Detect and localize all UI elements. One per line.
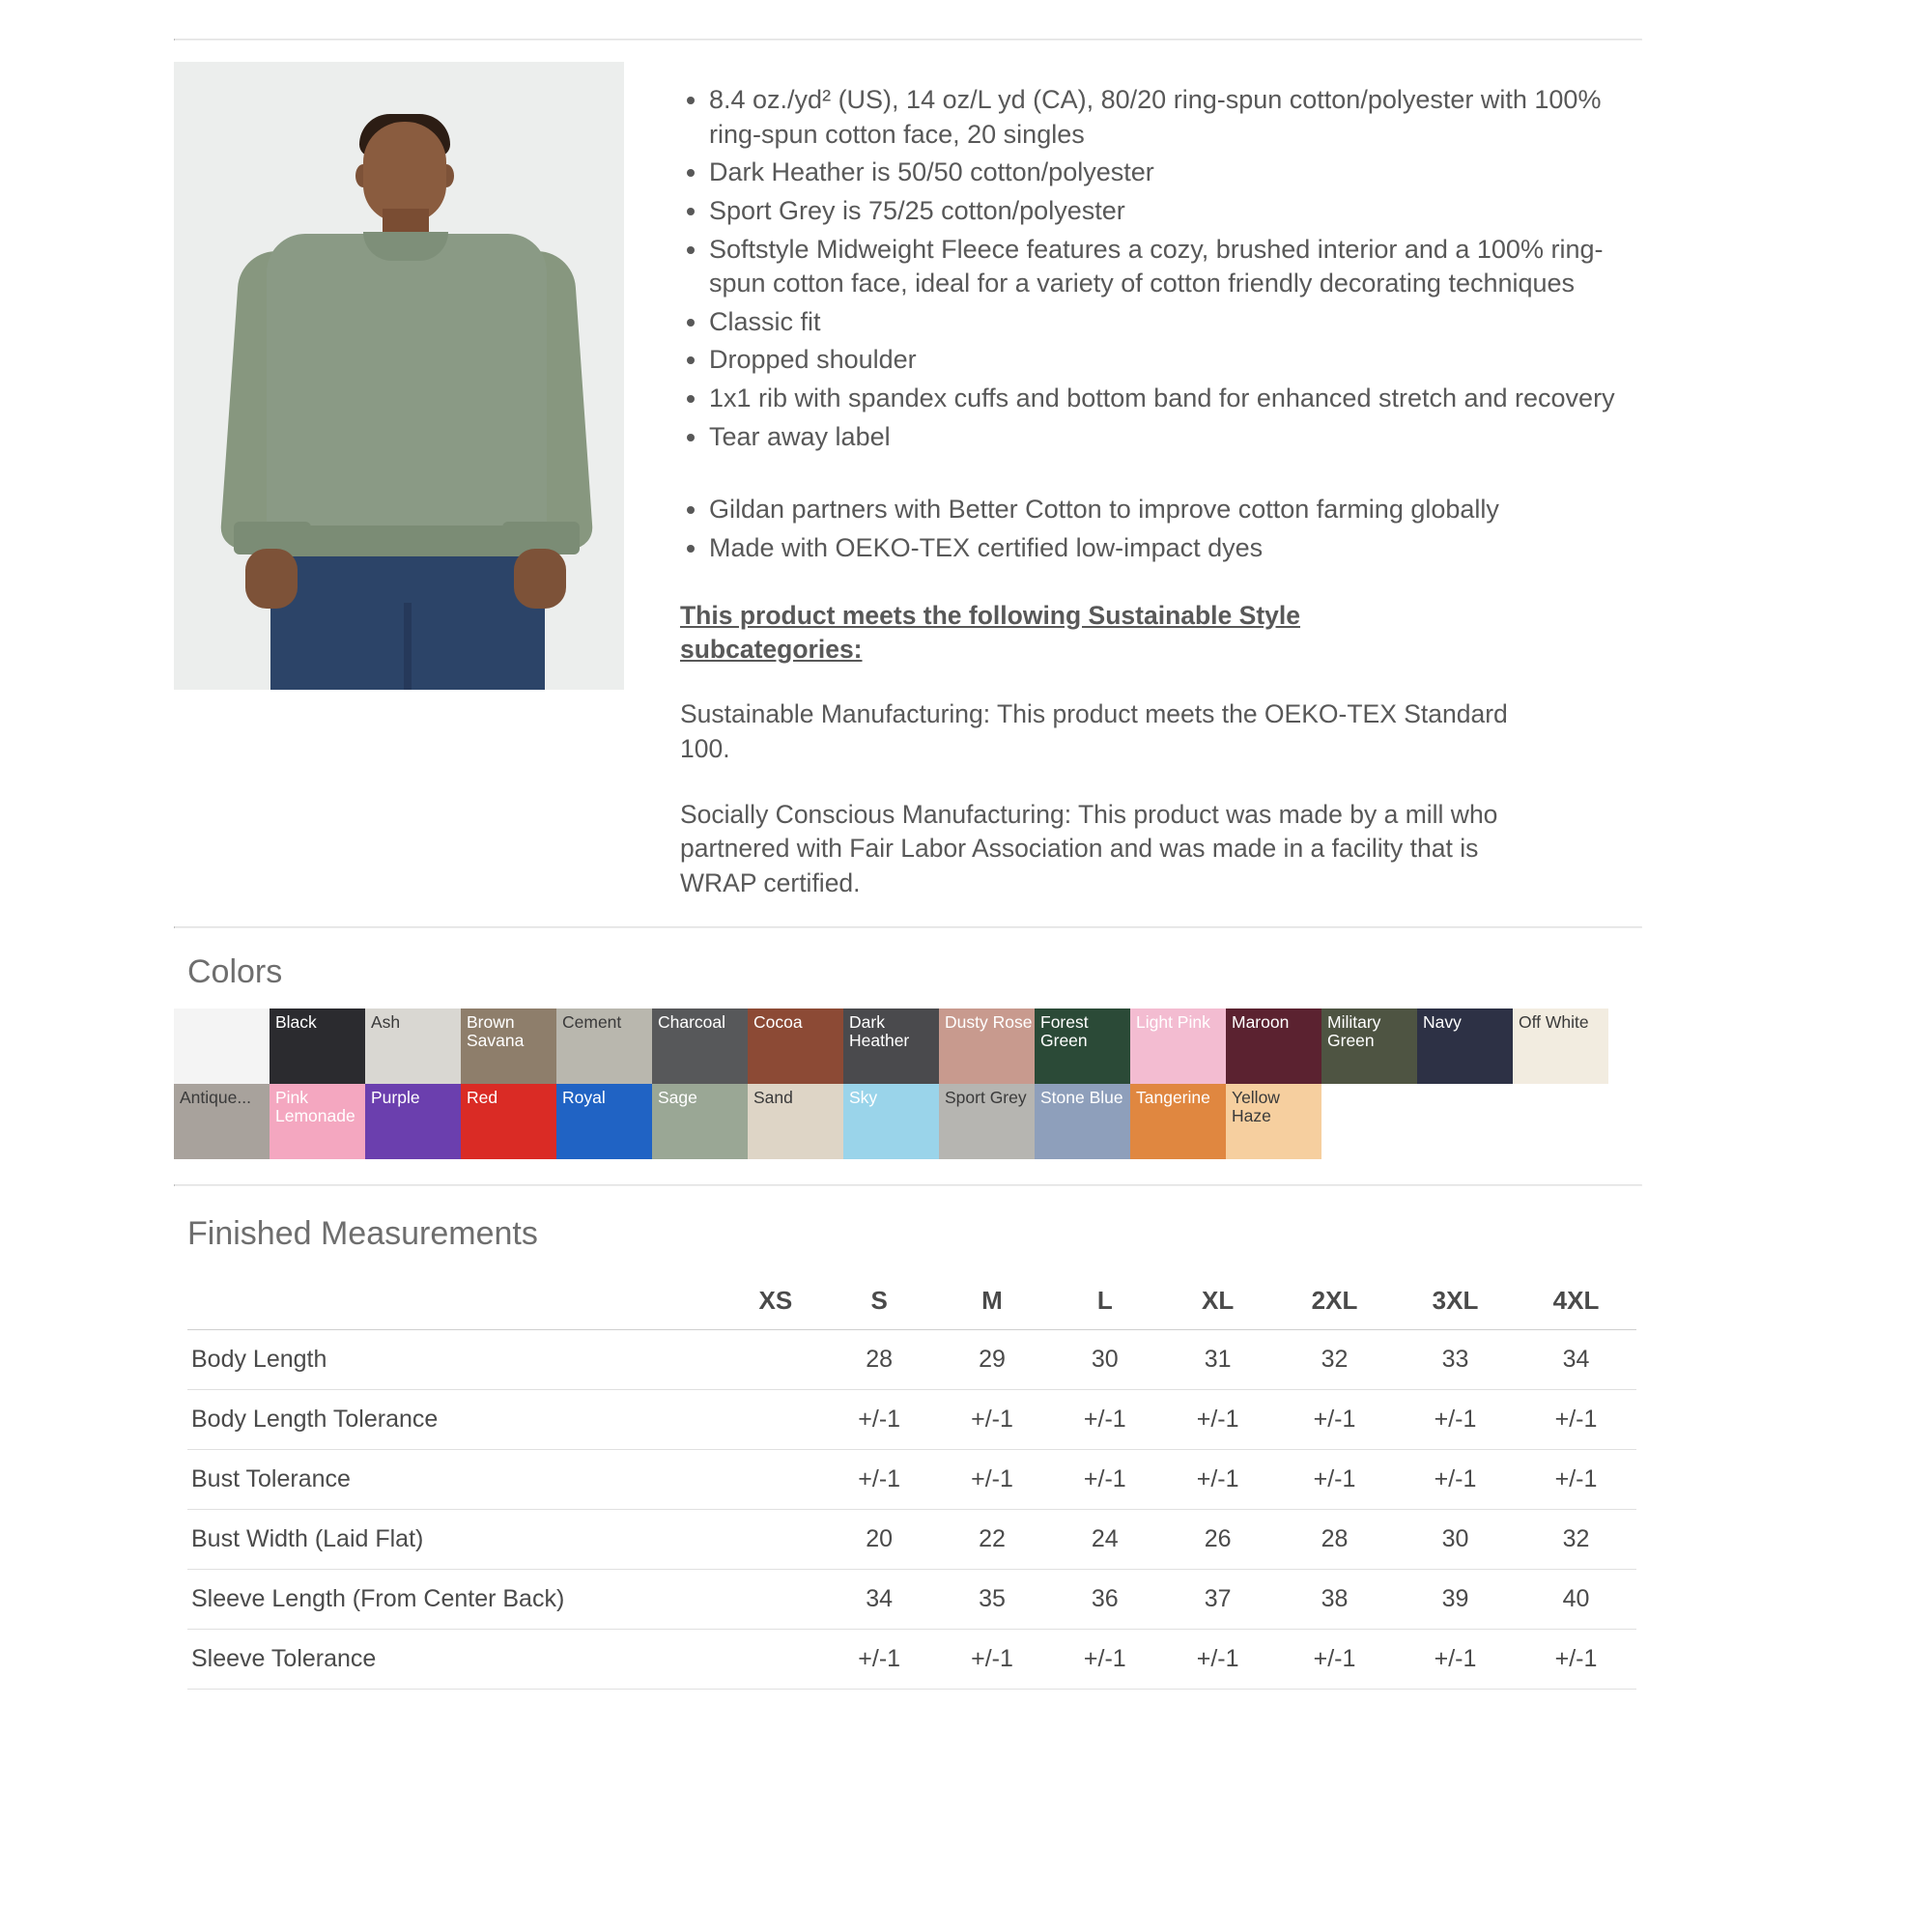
color-swatch-row: [174, 1084, 1642, 1159]
table-cell: +/-1: [1395, 1389, 1516, 1449]
color-swatch[interactable]: [843, 1084, 939, 1159]
table-cell: [728, 1449, 823, 1509]
table-cell: 33: [1395, 1329, 1516, 1389]
color-swatch-label: Cement: [562, 1011, 622, 1032]
row-label: Sleeve Tolerance: [187, 1629, 728, 1689]
row-label: Bust Width (Laid Flat): [187, 1509, 728, 1569]
color-swatch[interactable]: [1226, 1009, 1321, 1084]
table-cell: +/-1: [1274, 1629, 1395, 1689]
table-cell: +/-1: [1395, 1629, 1516, 1689]
color-swatch-label: Sport Grey: [945, 1087, 1027, 1107]
column-header: S: [823, 1270, 936, 1330]
row-label: Bust Tolerance: [187, 1449, 728, 1509]
table-cell: [728, 1329, 823, 1389]
color-swatch-label: Ash: [371, 1011, 401, 1032]
color-swatch[interactable]: [748, 1084, 843, 1159]
table-cell: +/-1: [1048, 1449, 1161, 1509]
color-swatch[interactable]: [1130, 1084, 1226, 1159]
color-swatch-row: [174, 1009, 1642, 1084]
color-swatch-label: Sand: [753, 1087, 793, 1107]
color-swatch-label: Purple: [371, 1087, 420, 1107]
product-image-column: [174, 62, 624, 901]
colors-divider: [174, 926, 1642, 928]
list-item: • Gildan partners with Better Cotton to improve cotton farming globally: [709, 493, 1642, 527]
product-section: [174, 41, 1642, 901]
table-cell: +/-1: [1161, 1389, 1274, 1449]
table-cell: 32: [1516, 1509, 1636, 1569]
table-cell: [728, 1389, 823, 1449]
list-item: • Softstyle Midweight Fleece features a cozy, brushed interior and a 100% ring-spun cotton face, ideal for a variety of cotton friendly decorating techniques: [709, 233, 1642, 301]
table-cell: +/-1: [936, 1449, 1049, 1509]
sustainable-manufacturing-text: Sustainable Manufacturing: This product meets the OEKO-TEX Standard 100.: [680, 698, 1508, 763]
color-swatch[interactable]: [365, 1084, 461, 1159]
list-item: • Classic fit: [709, 305, 1642, 340]
table-row: [187, 1389, 1636, 1449]
row-label: Body Length Tolerance: [187, 1389, 728, 1449]
color-swatch-label: Navy: [1423, 1011, 1462, 1032]
table-head: [187, 1270, 1636, 1330]
table-cell: +/-1: [823, 1629, 936, 1689]
color-swatch[interactable]: [652, 1084, 748, 1159]
table-cell: +/-1: [936, 1389, 1049, 1449]
color-swatch[interactable]: [1513, 1009, 1608, 1084]
color-swatch[interactable]: [939, 1009, 1035, 1084]
table-cell: 30: [1048, 1329, 1161, 1389]
table-cell: 28: [823, 1329, 936, 1389]
table-cell: 34: [1516, 1329, 1636, 1389]
color-swatch[interactable]: [652, 1009, 748, 1084]
color-swatch[interactable]: [174, 1009, 270, 1084]
color-swatch-label: Sky: [849, 1087, 878, 1107]
table-body: [187, 1329, 1636, 1689]
row-label: Body Length: [187, 1329, 728, 1389]
table-cell: 28: [1274, 1509, 1395, 1569]
column-header: XS: [728, 1270, 823, 1330]
color-swatch[interactable]: [174, 1084, 270, 1159]
table-row: [187, 1329, 1636, 1389]
table-cell: 35: [936, 1569, 1049, 1629]
color-swatch-label: Charcoal: [658, 1011, 726, 1032]
feature-list: [680, 83, 1642, 454]
color-swatch[interactable]: [461, 1009, 556, 1084]
color-swatch[interactable]: [556, 1084, 652, 1159]
table-cell: [728, 1509, 823, 1569]
table-cell: +/-1: [1395, 1449, 1516, 1509]
table-cell: +/-1: [1516, 1389, 1636, 1449]
color-swatch-label: Sage: [658, 1087, 697, 1107]
list-item: • Sport Grey is 75/25 cotton/polyester: [709, 194, 1642, 229]
color-swatch[interactable]: [461, 1084, 556, 1159]
color-swatch-label: Cocoa: [753, 1011, 803, 1032]
document-sheet: [174, 39, 1642, 1690]
color-swatch-label: Antique...: [180, 1087, 251, 1107]
table-cell: +/-1: [1161, 1629, 1274, 1689]
column-header: 3XL: [1395, 1270, 1516, 1330]
table-cell: 32: [1274, 1329, 1395, 1389]
table-cell: 40: [1516, 1569, 1636, 1629]
color-swatch-label: Brown Savana: [467, 1011, 525, 1051]
table-cell: 37: [1161, 1569, 1274, 1629]
column-header: M: [936, 1270, 1049, 1330]
color-swatch[interactable]: [843, 1009, 939, 1084]
colors-title: Colors: [187, 952, 283, 990]
table-row: [187, 1449, 1636, 1509]
list-item: • 1x1 rib with spandex cuffs and bottom band for enhanced stretch and recovery: [709, 382, 1642, 416]
table-cell: 39: [1395, 1569, 1516, 1629]
table-cell: 20: [823, 1509, 936, 1569]
column-header: [187, 1270, 728, 1330]
table-cell: +/-1: [1161, 1449, 1274, 1509]
measurements-title: Finished Measurements: [187, 1214, 538, 1252]
table-cell: 31: [1161, 1329, 1274, 1389]
color-swatch-label: Dark Heather: [849, 1011, 910, 1051]
color-swatch[interactable]: [939, 1084, 1035, 1159]
table-cell: [728, 1629, 823, 1689]
color-swatch-label: Stone Blue: [1040, 1087, 1123, 1107]
table-cell: 29: [936, 1329, 1049, 1389]
table-header-row: [187, 1270, 1636, 1330]
table-cell: +/-1: [1274, 1389, 1395, 1449]
color-swatch[interactable]: [1321, 1009, 1417, 1084]
column-header: 4XL: [1516, 1270, 1636, 1330]
table-cell: 24: [1048, 1509, 1161, 1569]
color-swatch-label: Military Green: [1327, 1011, 1381, 1051]
table-cell: 22: [936, 1509, 1049, 1569]
socially-conscious-manufacturing-text: Socially Conscious Manufacturing: This product was made by a mill who partnered with Fair Labor Association and was made in a facility that is WRAP certified.: [680, 799, 1498, 898]
table-cell: +/-1: [1048, 1629, 1161, 1689]
color-swatch-grid: [174, 1009, 1642, 1159]
color-swatch-label: Royal: [562, 1087, 606, 1107]
table-row: [187, 1629, 1636, 1689]
table-cell: 30: [1395, 1509, 1516, 1569]
sustainability-feature-list: [680, 493, 1642, 565]
row-label: Sleeve Length (From Center Back): [187, 1569, 728, 1629]
table-cell: 36: [1048, 1569, 1161, 1629]
table-cell: +/-1: [1516, 1629, 1636, 1689]
table-cell: 34: [823, 1569, 936, 1629]
table-cell: +/-1: [1516, 1449, 1636, 1509]
table-cell: 26: [1161, 1509, 1274, 1569]
measurements-table: [187, 1270, 1636, 1690]
list-item: • Tear away label: [709, 420, 1642, 455]
color-swatch-label: Red: [467, 1087, 498, 1107]
color-swatch[interactable]: [1035, 1084, 1130, 1159]
color-swatch-label: Yellow Haze: [1232, 1087, 1280, 1126]
color-swatch[interactable]: [365, 1009, 461, 1084]
color-swatch[interactable]: [1226, 1084, 1321, 1159]
measurements-divider: [174, 1184, 1642, 1186]
color-swatch[interactable]: [270, 1009, 365, 1084]
table-cell: 38: [1274, 1569, 1395, 1629]
color-swatch[interactable]: [748, 1009, 843, 1084]
table-cell: [728, 1569, 823, 1629]
list-item: • 8.4 oz./yd² (US), 14 oz/L yd (CA), 80/20 ring-spun cotton/polyester with 100% ring-spun cotton face, 20 singles: [709, 83, 1642, 152]
list-item: • Dropped shoulder: [709, 343, 1642, 378]
color-swatch-label: Light Pink: [1136, 1011, 1210, 1032]
color-swatch-label: Maroon: [1232, 1011, 1290, 1032]
color-swatch[interactable]: [1417, 1009, 1513, 1084]
table-row: [187, 1569, 1636, 1629]
table-row: [187, 1509, 1636, 1569]
color-swatch-label: Forest Green: [1040, 1011, 1089, 1051]
color-swatch[interactable]: [1130, 1009, 1226, 1084]
table-cell: +/-1: [1274, 1449, 1395, 1509]
color-swatch[interactable]: [556, 1009, 652, 1084]
list-item: • Dark Heather is 50/50 cotton/polyester: [709, 156, 1642, 190]
color-swatch-label: Pink Lemonade: [275, 1087, 355, 1126]
sustainable-style-heading: This product meets the following Sustainable Style subcategories:: [680, 600, 1300, 664]
product-image: [174, 62, 624, 690]
table-cell: +/-1: [823, 1389, 936, 1449]
color-swatch-label: Black: [275, 1011, 317, 1032]
color-swatch[interactable]: [270, 1084, 365, 1159]
color-swatch-label: Tangerine: [1136, 1087, 1210, 1107]
table-cell: +/-1: [936, 1629, 1049, 1689]
color-swatch[interactable]: [1035, 1009, 1130, 1084]
color-swatch-label: Dusty Rose: [945, 1011, 1033, 1032]
table-cell: +/-1: [823, 1449, 936, 1509]
list-item: • Made with OEKO-TEX certified low-impact dyes: [709, 531, 1642, 566]
column-header: L: [1048, 1270, 1161, 1330]
color-swatch-label: Off White: [1519, 1011, 1589, 1032]
column-header: 2XL: [1274, 1270, 1395, 1330]
table-cell: +/-1: [1048, 1389, 1161, 1449]
column-header: XL: [1161, 1270, 1274, 1330]
product-specs-column: [680, 62, 1642, 901]
